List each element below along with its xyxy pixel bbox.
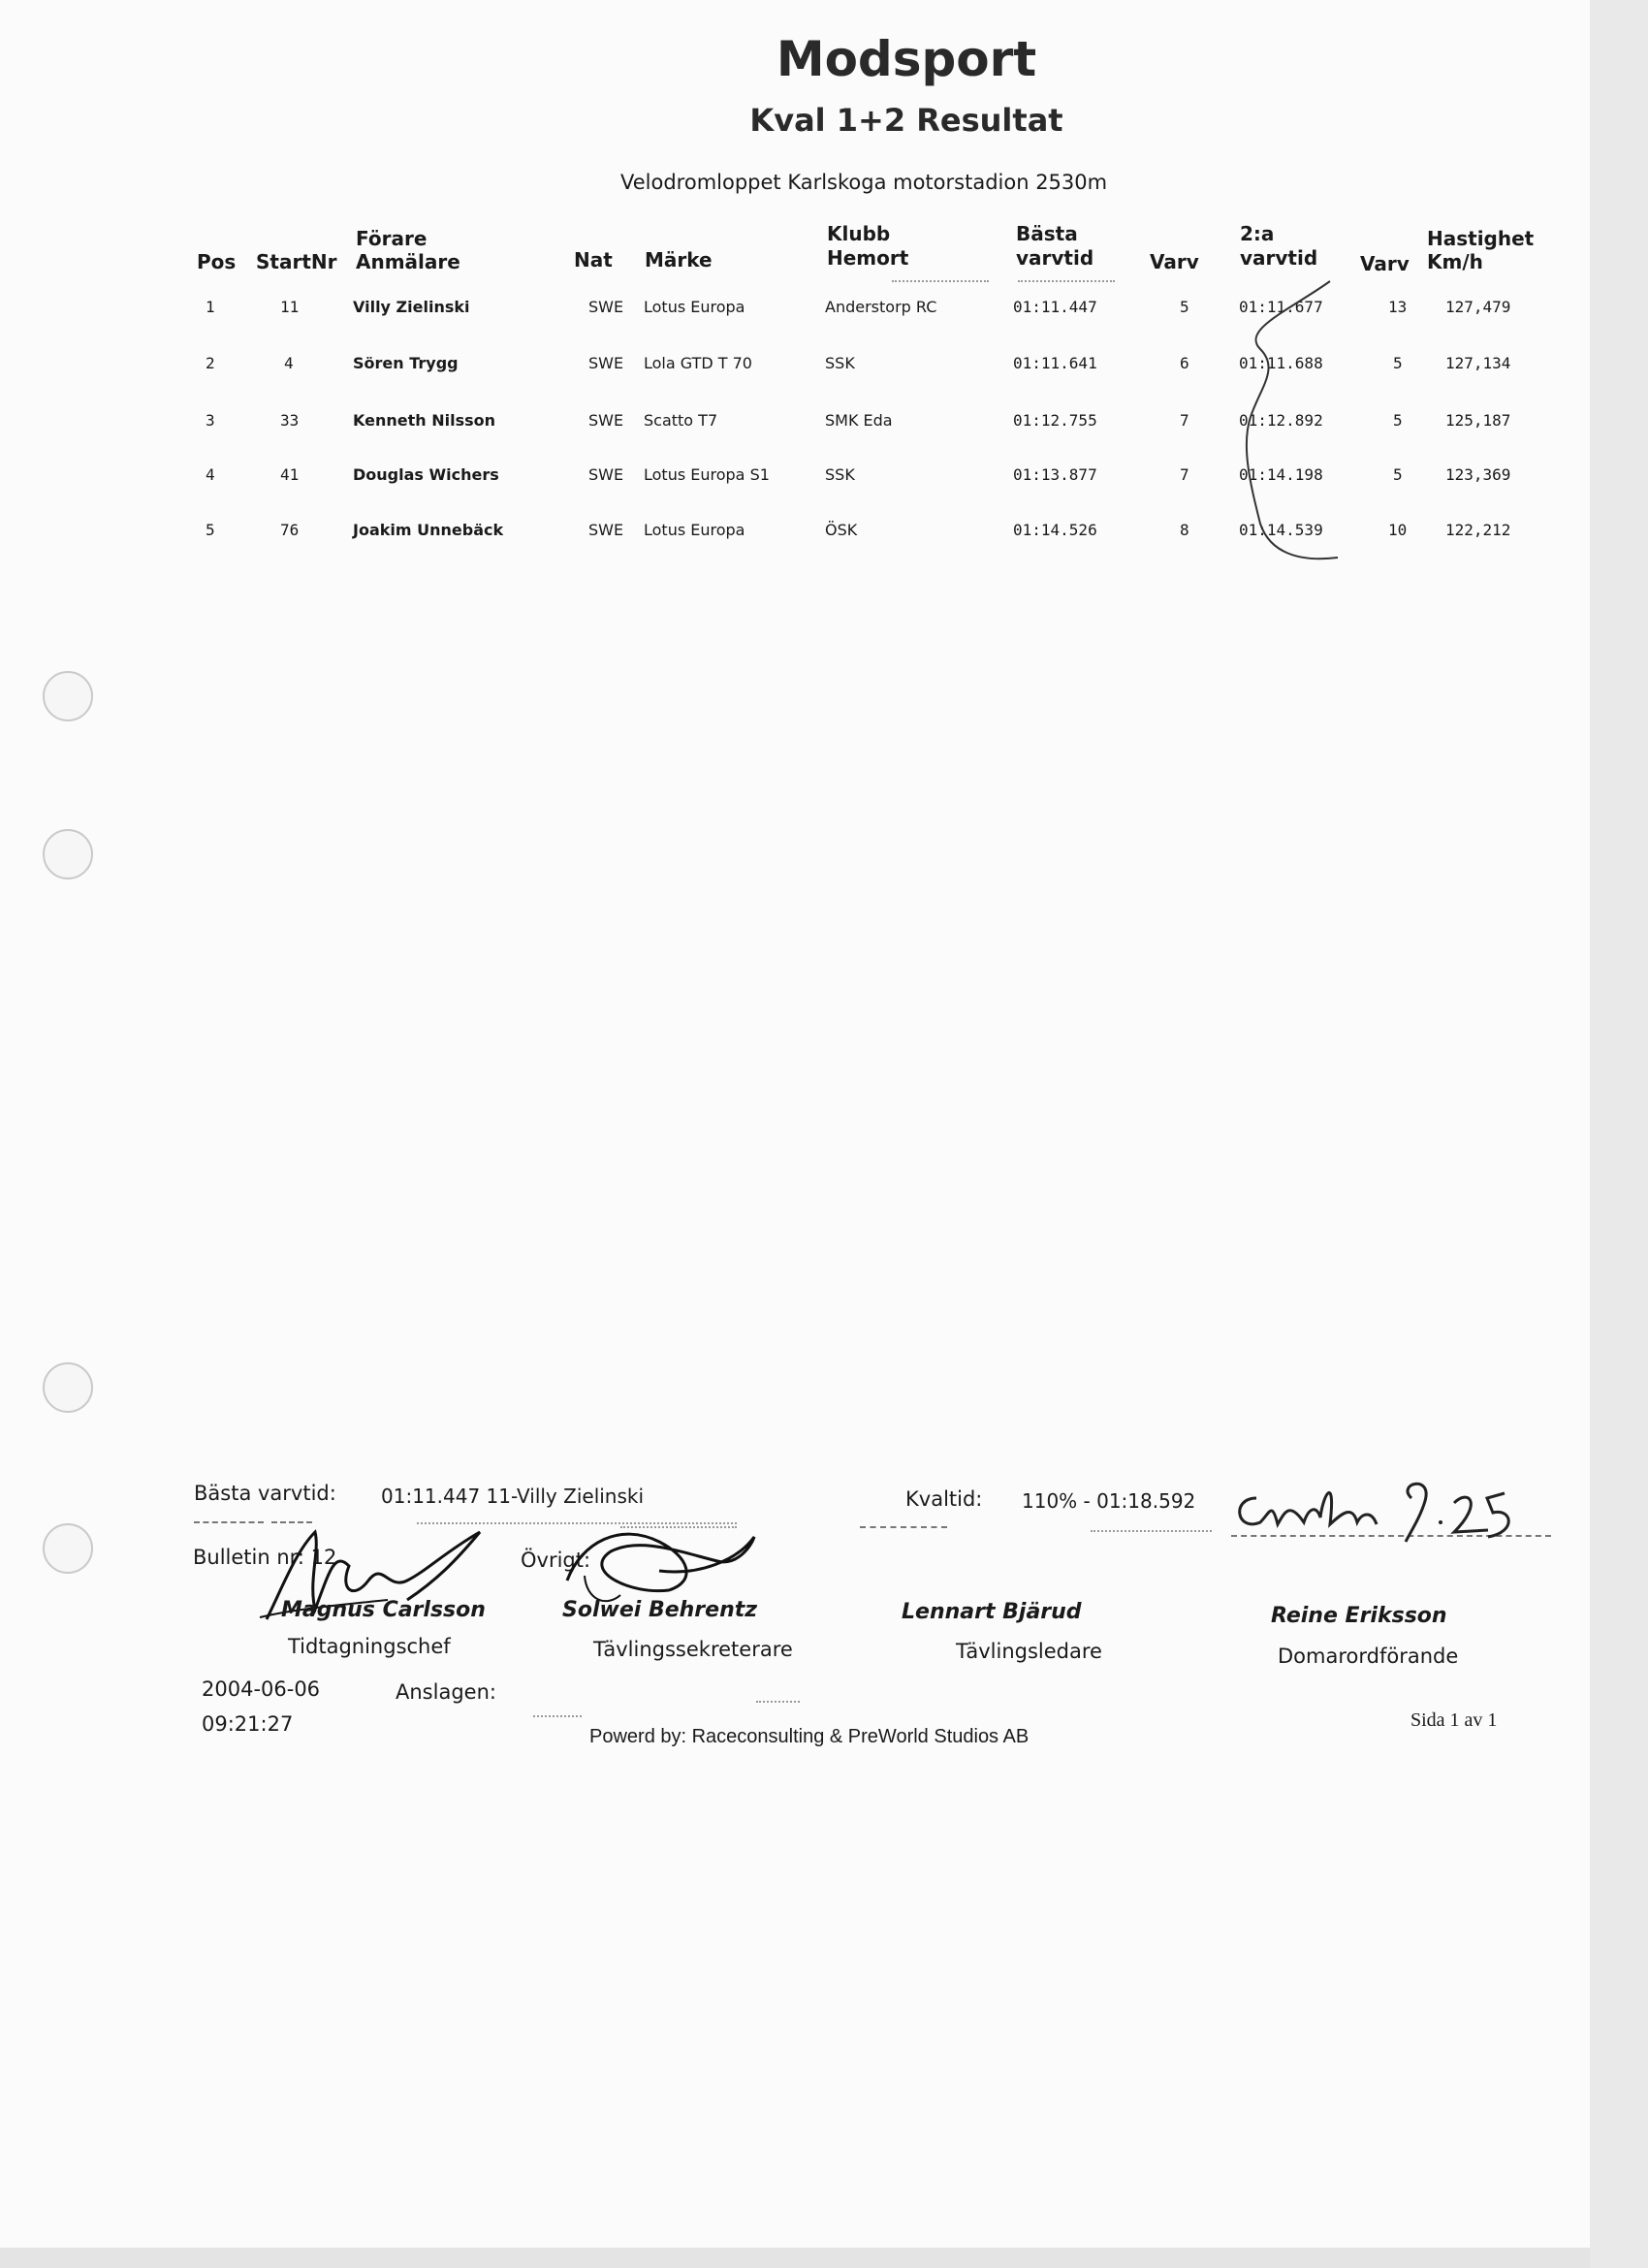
page-subtitle: Kval 1+2 Resultat (749, 102, 1063, 139)
divider (860, 1526, 947, 1528)
divider (620, 1526, 737, 1528)
cell-car: Lola GTD T 70 (644, 354, 752, 372)
cell-driver: Sören Trygg (353, 354, 459, 372)
cell-driver: Kenneth Nilsson (353, 411, 495, 430)
cell-car: Scatto T7 (644, 411, 718, 430)
anslagen-label: Anslagen: (396, 1680, 496, 1704)
punch-hole (43, 1362, 93, 1413)
cell-lap: 5 (1180, 298, 1189, 316)
col-marke: Märke (645, 248, 713, 272)
cell-club: SSK (825, 465, 855, 484)
cell-lap: 8 (1180, 521, 1189, 539)
cell-driver: Douglas Wichers (353, 465, 499, 484)
cell-lap2: 5 (1393, 465, 1403, 484)
divider (417, 1522, 737, 1524)
divider (533, 1715, 582, 1717)
divider (1091, 1530, 1212, 1532)
col-kmh: Km/h (1427, 250, 1483, 273)
cell-club: Anderstorp RC (825, 298, 937, 316)
cell-lap: 6 (1180, 354, 1189, 372)
best-lap-value: 01:11.447 11-Villy Zielinski (381, 1485, 645, 1508)
col-hemort: Hemort (827, 246, 909, 270)
cell-nat: SWE (588, 354, 624, 372)
cell-pos: 5 (206, 521, 215, 539)
cell-pos: 1 (206, 298, 215, 316)
scan-edge (1590, 0, 1648, 2268)
signatory-role: Tävlingssekreterare (593, 1638, 793, 1661)
col-varvtid: varvtid (1016, 246, 1094, 270)
punch-hole (43, 829, 93, 879)
punch-hole (43, 671, 93, 721)
cell-best: 01:14.526 (1013, 521, 1097, 539)
cell-speed: 123,369 (1445, 465, 1511, 484)
cell-nat: SWE (588, 298, 624, 316)
cell-speed: 122,212 (1445, 521, 1511, 539)
signatory-name: Magnus Carlsson (281, 1598, 486, 1622)
cell-lap2: 10 (1388, 521, 1408, 539)
cell-second: 01:14.198 (1239, 465, 1323, 484)
col-pos: Pos (197, 250, 237, 273)
signatory-name: Solwei Behrentz (562, 1598, 758, 1622)
venue-line: Velodromloppet Karlskoga motorstadion 2530m (620, 171, 1108, 194)
cell-nat: SWE (588, 411, 624, 430)
col-2a: 2:a (1240, 222, 1275, 245)
divider (194, 1521, 264, 1523)
col-hastighet: Hastighet (1427, 227, 1535, 250)
col-forare: Förare (356, 227, 428, 250)
cell-lap2: 5 (1393, 354, 1403, 372)
cell-second: 01:12.892 (1239, 411, 1323, 430)
cell-startnr: 76 (280, 521, 300, 539)
col-anmalare: Anmälare (356, 250, 460, 273)
punch-hole (43, 1523, 93, 1574)
col-nat: Nat (574, 248, 613, 272)
cell-best: 01:11.447 (1013, 298, 1097, 316)
signatory-role: Tävlingsledare (956, 1640, 1102, 1663)
cell-startnr: 33 (280, 411, 300, 430)
col-klubb: Klubb (827, 222, 891, 245)
print-date: 2004-06-06 (202, 1677, 321, 1701)
divider (1231, 1535, 1551, 1537)
bulletin-label: Bulletin nr: 12 (193, 1546, 337, 1569)
cell-best: 01:11.641 (1013, 354, 1097, 372)
col-basta: Bästa (1016, 222, 1078, 245)
cell-speed: 127,479 (1445, 298, 1511, 316)
cell-lap2: 5 (1393, 411, 1403, 430)
cell-second: 01:11.688 (1239, 354, 1323, 372)
cell-car: Lotus Europa (644, 521, 745, 539)
header-dots (1018, 280, 1115, 282)
kval-value: 110% - 01:18.592 (1022, 1489, 1196, 1513)
ovrigt-label: Övrigt: (521, 1549, 591, 1572)
cell-car: Lotus Europa (644, 298, 745, 316)
page-title: Modsport (776, 31, 1037, 87)
signatory-name: Reine Eriksson (1271, 1604, 1447, 1628)
signatory-name: Lennart Bjärud (902, 1600, 1082, 1624)
cell-club: ÖSK (825, 521, 858, 539)
cell-lap: 7 (1180, 411, 1189, 430)
cell-driver: Villy Zielinski (353, 298, 470, 316)
print-time: 09:21:27 (202, 1712, 294, 1736)
cell-pos: 2 (206, 354, 215, 372)
cell-speed: 127,134 (1445, 354, 1511, 372)
col-varv2: Varv (1360, 252, 1410, 275)
cell-club: SMK Eda (825, 411, 893, 430)
cell-startnr: 4 (284, 354, 294, 372)
kval-label: Kvaltid: (905, 1487, 983, 1511)
cell-second: 01:11.677 (1239, 298, 1323, 316)
col-varv: Varv (1150, 250, 1199, 273)
cell-nat: SWE (588, 521, 624, 539)
divider (271, 1521, 312, 1523)
cell-club: SSK (825, 354, 855, 372)
signatory-role: Tidtagningschef (288, 1635, 451, 1658)
signatory-role: Domarordförande (1278, 1645, 1459, 1668)
cell-pos: 3 (206, 411, 215, 430)
cell-nat: SWE (588, 465, 624, 484)
best-lap-label: Bästa varvtid: (194, 1482, 336, 1505)
page-number: Sida 1 av 1 (1410, 1709, 1498, 1731)
scan-bottom-edge (0, 2248, 1590, 2268)
cell-lap: 7 (1180, 465, 1189, 484)
cell-driver: Joakim Unnebäck (353, 521, 504, 539)
cell-best: 01:12.755 (1013, 411, 1097, 430)
cell-speed: 125,187 (1445, 411, 1511, 430)
cell-startnr: 11 (280, 298, 300, 316)
col-startnr: StartNr (256, 250, 337, 273)
cell-car: Lotus Europa S1 (644, 465, 770, 484)
cell-lap2: 13 (1388, 298, 1408, 316)
powered-by: Powerd by: Raceconsulting & PreWorld Studios AB (589, 1726, 1030, 1747)
cell-startnr: 41 (280, 465, 300, 484)
col-varvtid2: varvtid (1240, 246, 1318, 270)
divider (756, 1701, 800, 1703)
cell-best: 01:13.877 (1013, 465, 1097, 484)
cell-pos: 4 (206, 465, 215, 484)
header-dots (892, 280, 989, 282)
cell-second: 01:14.539 (1239, 521, 1323, 539)
